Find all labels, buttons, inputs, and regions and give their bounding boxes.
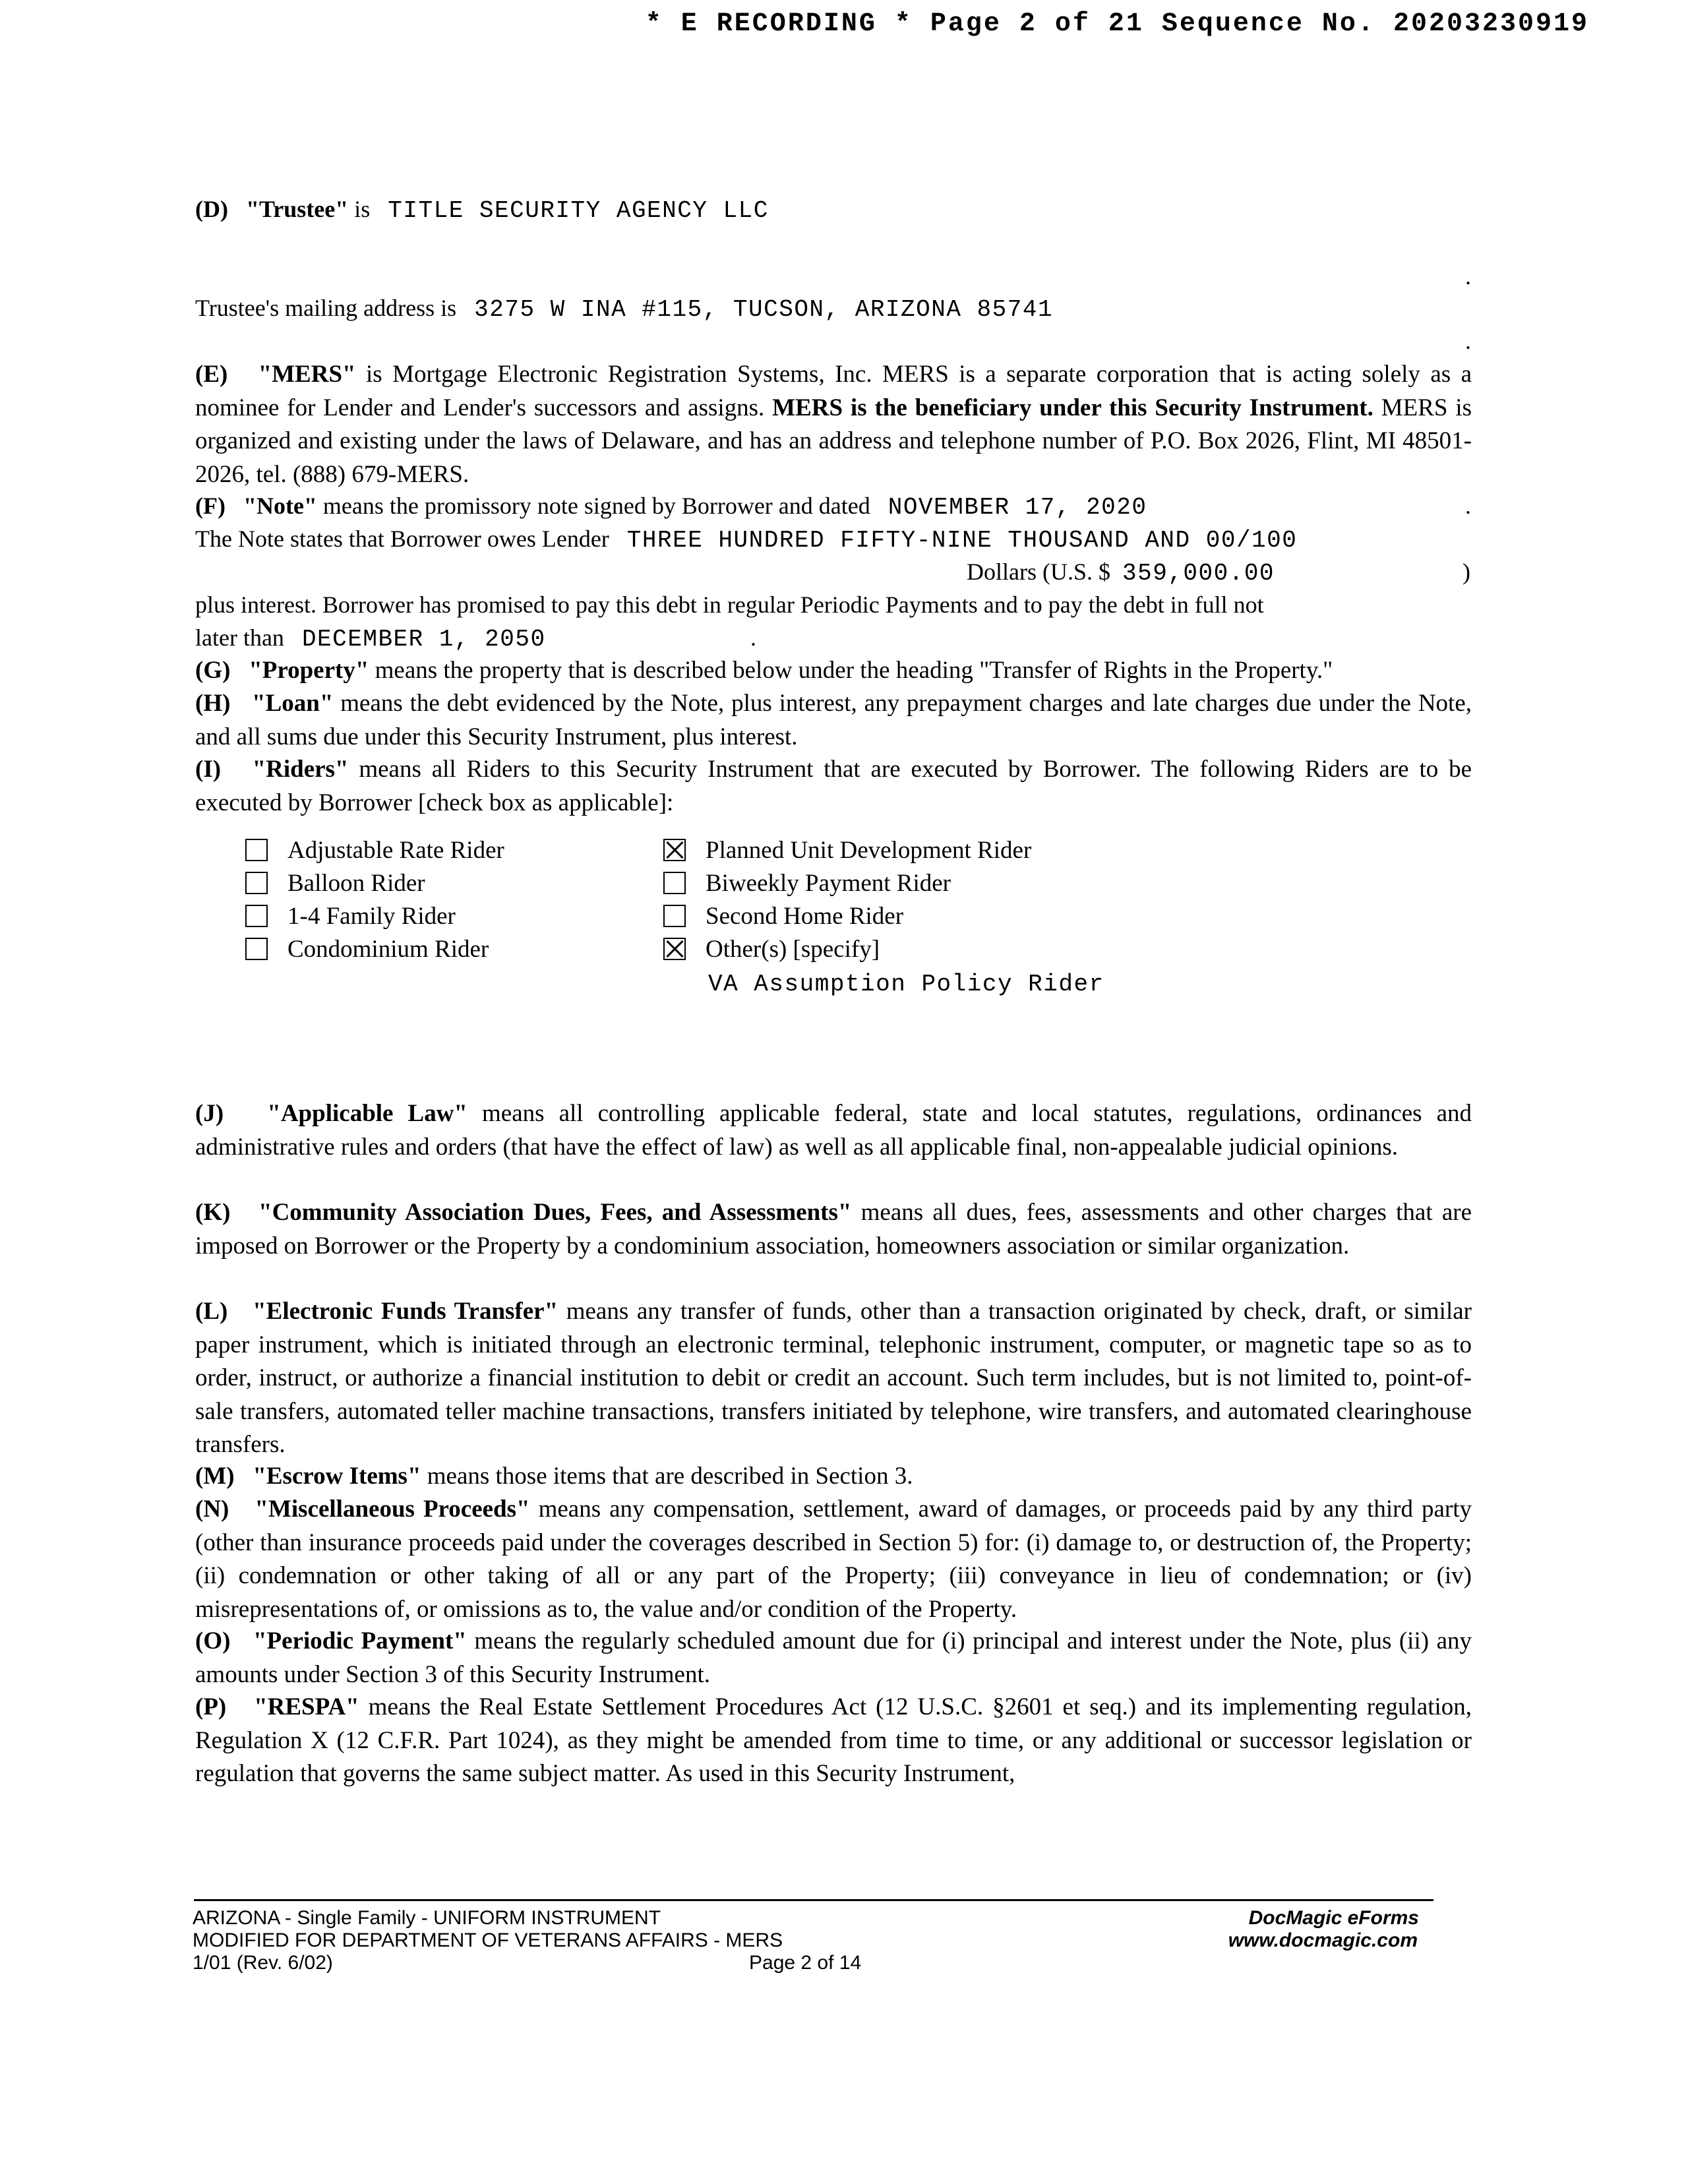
note-dollars-label: Dollars (U.S. $ <box>967 559 1110 585</box>
note-text: means the promissory note signed by Borrower and dated <box>322 493 870 519</box>
note-line-1 <box>195 492 1147 521</box>
periodic-payment-definition <box>195 1625 1472 1691</box>
fill-dot: . <box>1465 263 1471 289</box>
community-text: means all dues, fees, assessments and other charges that are imposed on Borrower or the Property by a condominium association, homeowners association or similar organization. <box>195 1199 1472 1259</box>
loan-definition <box>195 687 1472 754</box>
applicable-law-term: "Applicable Law" <box>267 1100 467 1127</box>
applicable-law-definition <box>195 1097 1472 1164</box>
rider-label: Other(s) [specify] <box>706 935 880 963</box>
eft-definition <box>195 1295 1472 1462</box>
note-dollars-line <box>967 558 1275 587</box>
escrow-definition <box>195 1460 1472 1494</box>
note-line-4: plus interest. Borrower has promised to pay this debt in regular Periodic Payments and to pay the debt in full not <box>195 592 1264 618</box>
loan-label: (H) <box>195 690 231 717</box>
riders-term: "Riders" <box>252 756 349 783</box>
periodic-term: "Periodic Payment" <box>253 1627 467 1654</box>
eft-text: means any transfer of funds, other than a transaction originated by check, draft, or similar paper instrument, which is initiated through an electronic terminal, telephonic instrument, computer, or magnetic tape so as to order, instruct, or authorize a financial institution to debit or credit an account. Such term includes, but is not limited to, point-of-sale transfers, automated teller machine transactions, transfers initiated by telephone, wire transfers, and automated clearinghouse transfers. <box>195 1298 1472 1458</box>
note-amount: 359,000.00 <box>1122 560 1275 587</box>
misc-label: (N) <box>195 1496 229 1523</box>
property-label: (G) <box>195 657 231 684</box>
rider-balloon[interactable] <box>245 868 425 898</box>
checkbox-biweekly-payment[interactable] <box>663 872 686 894</box>
rider-label: 1-4 Family Rider <box>287 902 456 930</box>
trustee-address-value: 3275 W INA #115, TUCSON, ARIZONA 85741 <box>474 296 1054 323</box>
footer-form-subtitle: MODIFIED FOR DEPARTMENT OF VETERANS AFFAIRS - MERS <box>193 1929 783 1951</box>
community-term: "Community Association Dues, Fees, and Assessments" <box>258 1199 852 1226</box>
eft-term: "Electronic Funds Transfer" <box>253 1298 558 1325</box>
docmagic-logo: DocMagic eForms <box>1248 1907 1419 1929</box>
footer-form-revision: 1/01 (Rev. 6/02) <box>193 1952 333 1974</box>
periodic-label: (O) <box>195 1627 231 1654</box>
property-definition <box>195 654 1472 688</box>
periodic-text: means the regularly scheduled amount due for (i) principal and interest under the Note, plus (ii) any amounts under Section 3 of this Security Instrument. <box>195 1627 1472 1688</box>
applicable-law-text: means all controlling applicable federal, state and local statutes, regulations, ordinances and administrative rules and orders (that have the effect of law) as well as all applicable final, non-appealable judicial opinions. <box>195 1100 1472 1161</box>
checkbox-planned-unit-development[interactable] <box>663 839 686 861</box>
fill-dot: . <box>750 624 756 651</box>
note-date: NOVEMBER 17, 2020 <box>888 494 1147 521</box>
loan-term: "Loan" <box>252 690 334 717</box>
trustee-value: TITLE SECURITY AGENCY LLC <box>388 197 769 224</box>
trustee-is: is <box>354 196 371 222</box>
property-text: means the property that is described below under the heading "Transfer of Rights in the Property." <box>369 657 1333 684</box>
rider-condominium[interactable] <box>245 934 489 964</box>
trustee-term: "Trustee" <box>245 196 349 222</box>
footer-page-number: Page 2 of 14 <box>749 1952 862 1974</box>
checkbox-1-4-family[interactable] <box>245 905 268 927</box>
trustee-address-line <box>195 294 1053 323</box>
rider-label: Balloon Rider <box>287 869 425 897</box>
note-close-paren: ) <box>1462 559 1470 585</box>
note-later-label: later than <box>195 624 284 651</box>
fill-dot: . <box>1465 328 1471 354</box>
rider-others[interactable] <box>663 934 880 964</box>
community-label: (K) <box>195 1199 231 1226</box>
note-term: "Note" <box>243 493 317 519</box>
respa-text: means the Real Estate Settlement Procedures Act (12 U.S.C. §2601 et seq.) and its implementing regulation, Regulation X (12 C.F.R. Part 1024), as they might be amended from time to time, or any additional or successor legislation or regulation that governs the same subject matter. As used in this Security Instrument, <box>195 1693 1472 1787</box>
checkbox-second-home[interactable] <box>663 905 686 927</box>
riders-label: (I) <box>195 756 222 783</box>
property-term: "Property" <box>249 657 369 684</box>
rider-label: Planned Unit Development Rider <box>706 836 1032 864</box>
note-later-date: DECEMBER 1, 2050 <box>301 626 546 653</box>
note-amount-words: THREE HUNDRED FIFTY-NINE THOUSAND AND 00/100 <box>626 527 1298 554</box>
community-definition <box>195 1196 1472 1263</box>
checkbox-others[interactable] <box>663 938 686 960</box>
docmagic-url: www.docmagic.com <box>1228 1929 1418 1951</box>
escrow-text: means those items that are described in Section 3. <box>421 1463 913 1490</box>
rider-adjustable-rate[interactable] <box>245 835 504 865</box>
misc-proceeds-definition <box>195 1493 1472 1626</box>
rider-biweekly-payment[interactable] <box>663 868 951 898</box>
misc-text: means any compensation, settlement, award of damages, or proceeds paid by any third party (other than insurance proceeds paid under the coverages described in Section 5) for: (i) damage to, or destruction of, the Property; (ii) condemnation or other taking of all or any part of the Property; (iii) conveyance in lieu of condemnation; or (iv) misrepresentations of, or omissions as to, the value and/or condition of the Property. <box>195 1496 1472 1623</box>
note-label: (F) <box>195 493 226 519</box>
fill-dot: . <box>1465 493 1471 519</box>
eft-label: (L) <box>195 1298 228 1325</box>
rider-label: Biweekly Payment Rider <box>706 869 951 897</box>
note-owes-label: The Note states that Borrower owes Lender <box>195 526 609 552</box>
mers-bold-text: MERS is the beneficiary under this Security Instrument. <box>772 394 1373 421</box>
mers-definition <box>195 358 1472 491</box>
trustee-address-label: Trustee's mailing address is <box>195 295 457 321</box>
escrow-label: (M) <box>195 1463 235 1490</box>
trustee-label: (D) <box>195 196 228 222</box>
checkbox-balloon[interactable] <box>245 872 268 894</box>
recording-header: * E RECORDING * Page 2 of 21 Sequence No. 20203230919 <box>645 9 1589 39</box>
rider-other-specify: VA Assumption Policy Rider <box>708 971 1104 998</box>
misc-term: "Miscellaneous Proceeds" <box>255 1496 530 1523</box>
rider-1-4-family[interactable] <box>245 901 456 931</box>
footer-form-title: ARIZONA - Single Family - UNIFORM INSTRUMENT <box>193 1907 661 1929</box>
respa-label: (P) <box>195 1693 227 1720</box>
rider-second-home[interactable] <box>663 901 903 931</box>
riders-text: means all Riders to this Security Instrument that are executed by Borrower. The following Riders are to be executed by Borrower [check box as applicable]: <box>195 756 1472 816</box>
mers-text-continued: MERS is organized and existing under the laws of Delaware, and has an address and telephone number of P.O. Box 2026, Flint, MI 48501-2026, tel. (888) 679-MERS. <box>195 394 1472 488</box>
rider-label: Condominium Rider <box>287 935 489 963</box>
respa-term: "RESPA" <box>254 1693 359 1720</box>
footer-divider <box>194 1899 1433 1901</box>
rider-label: Adjustable Rate Rider <box>287 836 504 864</box>
riders-definition <box>195 753 1472 820</box>
respa-definition <box>195 1691 1472 1791</box>
mers-label: (E) <box>195 361 228 388</box>
note-line-2 <box>195 525 1297 554</box>
loan-text: means the debt evidenced by the Note, plus interest, any prepayment charges and late charges due under the Note, and all sums due under this Security Instrument, plus interest. <box>195 690 1472 750</box>
applicable-law-label: (J) <box>195 1100 224 1127</box>
escrow-term: "Escrow Items" <box>253 1463 421 1490</box>
rider-label: Second Home Rider <box>706 902 904 930</box>
rider-planned-unit-development[interactable] <box>663 835 1031 865</box>
trustee-line <box>195 195 769 224</box>
mers-term: "MERS" <box>258 361 356 388</box>
mers-text: is Mortgage Electronic Registration Systems, Inc. MERS is a separate corporation that is acting solely as a nominee for Lender and Lender's successors and assigns. <box>195 361 1472 421</box>
checkbox-condominium[interactable] <box>245 938 268 960</box>
note-line-5 <box>195 624 546 653</box>
checkbox-adjustable-rate[interactable] <box>245 839 268 861</box>
